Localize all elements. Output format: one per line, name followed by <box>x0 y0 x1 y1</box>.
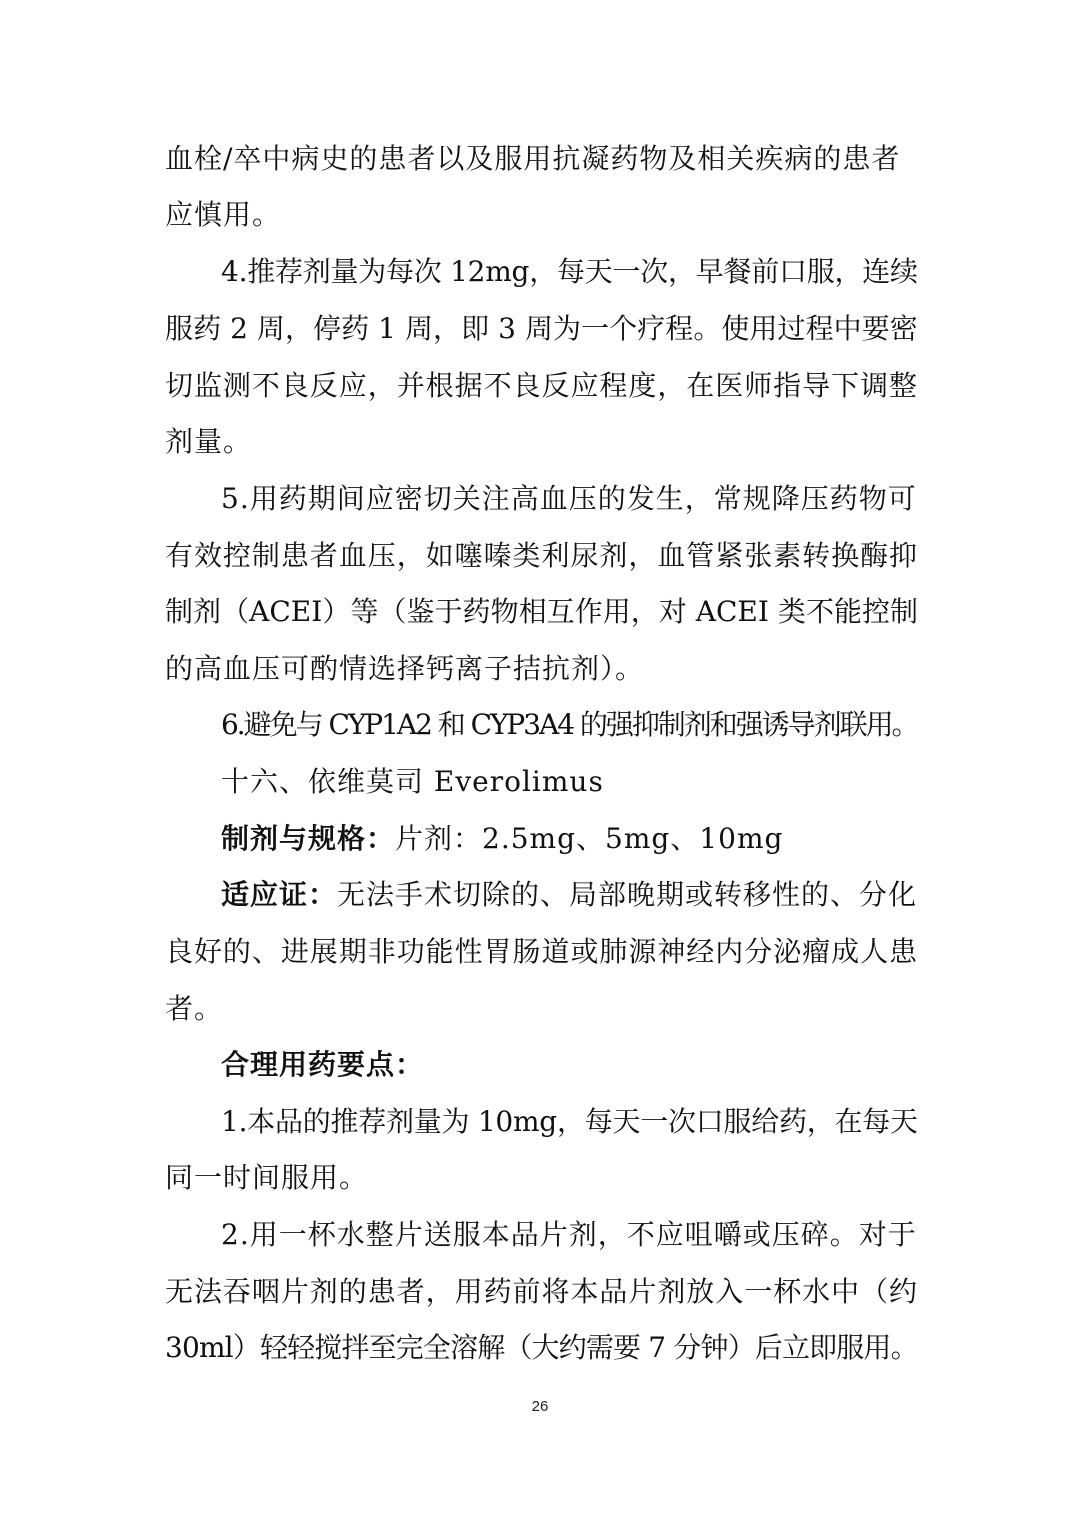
text-line: 切监测不良反应，并根据不良反应程度，在医师指导下调整 <box>165 369 919 402</box>
indication-label: 适应证： <box>221 878 338 911</box>
text-line: 者。 <box>165 992 224 1025</box>
text-line: 服药 2 周，停药 1 周，即 3 周为一个疗程。使用过程中要密 <box>165 312 918 345</box>
formulation-line <box>221 819 783 859</box>
text-line: 制剂（ACEI）等（鉴于药物相互作用，对 ACEI 类不能控制 <box>165 595 919 628</box>
indication-value: 无法手术切除的、局部晚期或转移性的、分化 <box>337 878 918 911</box>
text-line: 剂量。 <box>165 425 253 458</box>
text-line: 无法吞咽片剂的患者，用药前将本品片剂放入一杯水中（约 <box>165 1275 919 1308</box>
text-line: 30ml）轻轻搅拌至完全溶解（大约需要 7 分钟）后立即服用。 <box>165 1331 918 1364</box>
list-item-6: 6.避免与 CYP1A2 和 CYP3A4 的强抑制剂和强诱导剂联用。 <box>221 708 918 741</box>
usage-points-heading: 合理用药要点： <box>221 1048 425 1081</box>
formulation-label: 制剂与规格： <box>221 822 396 855</box>
section-heading: 十六、依维莫司 Everolimus <box>221 765 604 798</box>
list-item-5: 5.用药期间应密切关注高血压的发生，常规降压药物可 <box>221 482 917 515</box>
text-line: 血栓/卒中病史的患者以及服用抗凝药物及相关疾病的患者 <box>165 142 901 175</box>
list-item-2: 2.用一杯水整片送服本品片剂，不应咀嚼或压碎。对于 <box>221 1218 917 1251</box>
text-line: 应慎用。 <box>165 198 282 231</box>
list-item-4: 4.推荐剂量为每次 12mg，每天一次，早餐前口服，连续 <box>221 255 918 288</box>
indication-line <box>221 875 917 915</box>
text-line: 良好的、进展期非功能性胃肠道或肺源神经内分泌瘤成人患 <box>165 935 919 968</box>
formulation-value: 片剂：2.5mg、5mg、10mg <box>395 822 784 855</box>
text-line: 同一时间服用。 <box>165 1161 369 1194</box>
page-number: 26 <box>531 1398 549 1415</box>
text-line: 有效控制患者血压，如噻嗪类利尿剂，血管紧张素转换酶抑 <box>165 539 919 572</box>
text-line: 的高血压可酌情选择钙离子拮抗剂）。 <box>165 652 645 685</box>
list-item-1: 1.本品的推荐剂量为 10mg，每天一次口服给药，在每天 <box>221 1105 918 1138</box>
